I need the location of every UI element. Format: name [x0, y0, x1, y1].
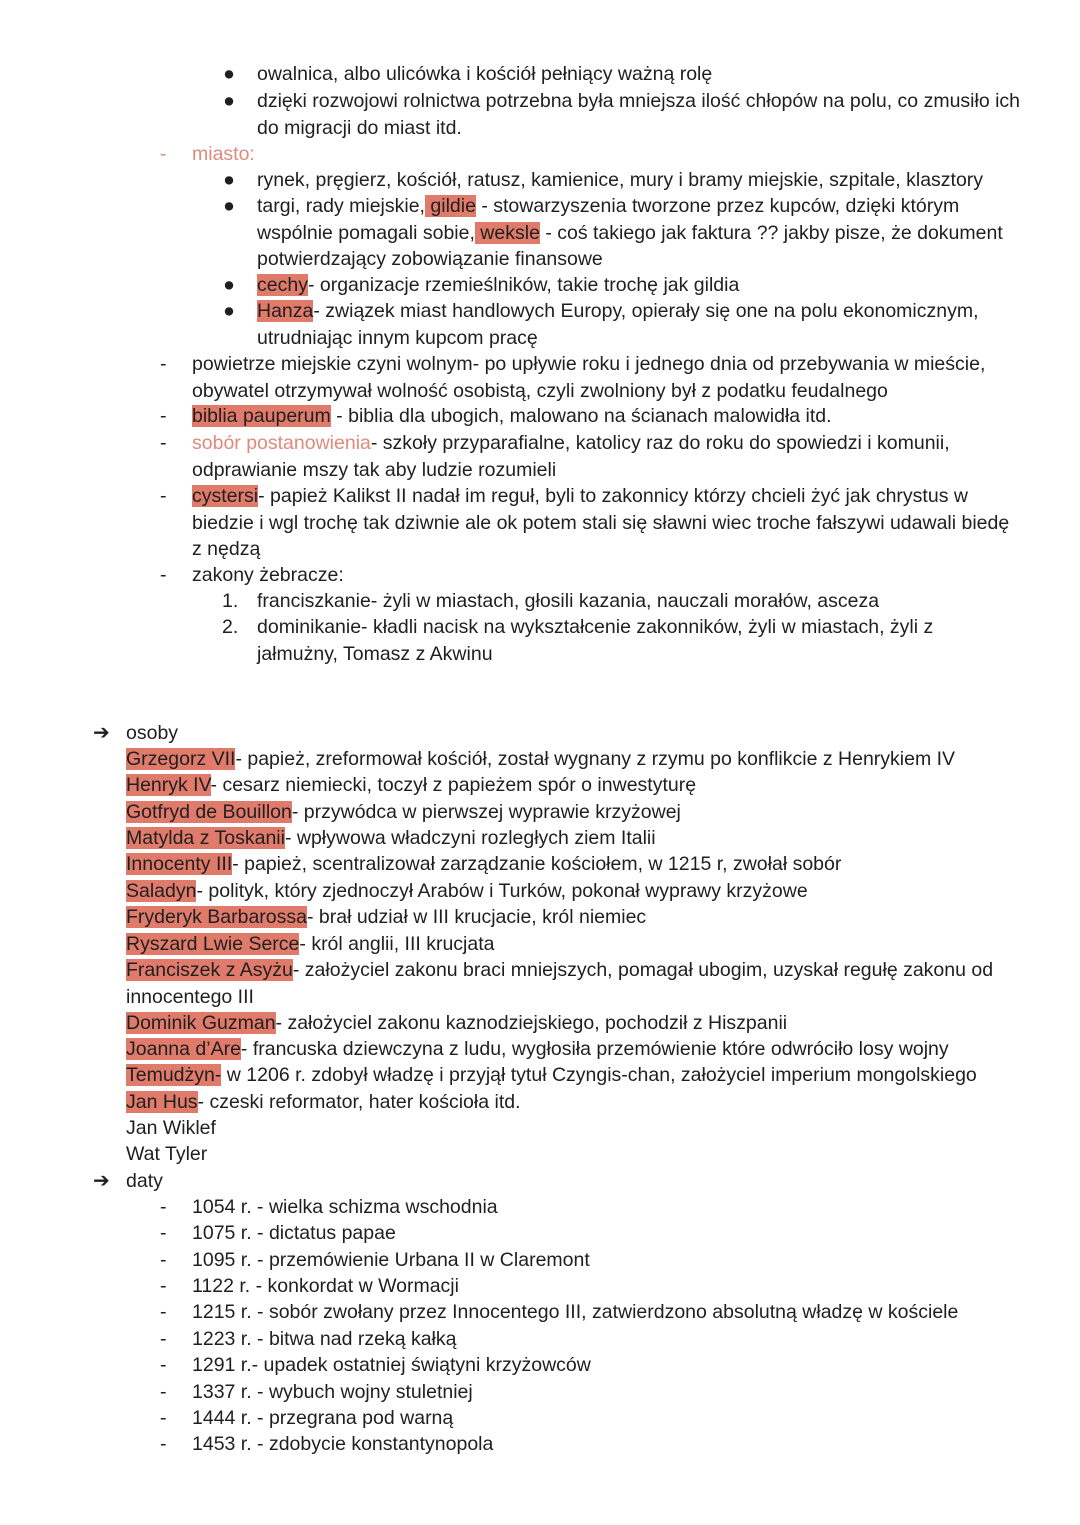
- person-entry: [126, 957, 1026, 1010]
- bullet-dot: ●: [223, 300, 235, 322]
- person-name: Matylda z Toskanii: [126, 827, 285, 849]
- dash-text: [160, 403, 1020, 430]
- person-name: Dominik Guzman: [126, 1012, 276, 1034]
- item-text: dominikanie- kładli nacisk na wykształcenie zakonników, żyli w miastach, żyli z jałmużny, Tomasz z Akwinu: [257, 616, 934, 665]
- dash-marker: -: [160, 564, 167, 586]
- person-name: Temudżyn-: [126, 1064, 222, 1086]
- city-label: miasto:: [192, 143, 255, 165]
- term-highlight: cechy: [257, 274, 308, 296]
- person-desc: - cesarz niemiecki, toczył z papieżem spór o inwestyturę: [210, 774, 697, 796]
- dash-marker: -: [160, 1301, 167, 1323]
- dash-item: [160, 430, 1020, 483]
- date-text: 1122 r. - konkordat w Wormacji: [192, 1275, 459, 1297]
- date-text: 1453 r. - zdobycie konstantynopola: [192, 1433, 494, 1455]
- person-name: Jan Hus: [126, 1091, 198, 1113]
- text-fragment: - coś takiego jak faktura ?? jakby pisze, że dokument potwierdzający zobowiązanie finansowe: [257, 221, 1003, 270]
- person-entry: [126, 851, 1026, 878]
- person-desc: - wpływowa władczyni rozległych ziem Italii: [284, 827, 656, 849]
- bullet-item: [223, 167, 1030, 194]
- person-name: Innocenty III: [126, 853, 233, 875]
- heading-text: osoby: [126, 722, 179, 744]
- bullet-text: owalnica, albo ulicówka i kościół pełniący ważną rolę: [257, 63, 713, 85]
- person-desc: - przywódca w pierwszej wyprawie krzyżowej: [291, 801, 681, 823]
- date-item: [160, 1431, 1020, 1458]
- numbered-item: [222, 614, 1002, 667]
- dash-text: powietrze miejskie czyni wolnym- po upływie roku i jednego dnia od przebywania w mieście, obywatel otrzymywał wolność osobistą, czyli zwolniony był z podatku feudalnego: [192, 353, 986, 402]
- bullet-item: [223, 193, 1030, 273]
- city-heading: [160, 141, 1020, 168]
- text-fragment: - biblia dla ubogich, malowano na ścianach malowidła itd.: [330, 405, 832, 427]
- bullet-dot: ●: [223, 195, 235, 217]
- person-name: Grzegorz VII: [126, 748, 236, 770]
- person-entry: [126, 1062, 1026, 1089]
- term-highlight: gildie: [424, 195, 476, 217]
- text-fragment: - organizacje rzemieślników, takie trochę jak gildia: [307, 274, 740, 296]
- date-text: 1444 r. - przegrana pod warną: [192, 1407, 454, 1429]
- term-highlight: cystersi: [192, 485, 259, 507]
- person-entry: [126, 1115, 1026, 1142]
- bullet-text: rynek, pręgierz, kościół, ratusz, kamienice, mury i bramy miejskie, szpitale, klasztory: [257, 169, 984, 191]
- person-entry: [126, 904, 1026, 931]
- bullet-dot: ●: [223, 274, 235, 296]
- dash-marker: -: [160, 1249, 167, 1271]
- text-fragment: - związek miast handlowych Europy, opierały się one na polu ekonomicznym, utrudniając innym kupcom pracę: [257, 300, 979, 349]
- dash-marker: -: [160, 1433, 167, 1455]
- bullet-dot: ●: [223, 90, 235, 112]
- bullet-item: [223, 61, 1030, 88]
- dash-marker: -: [160, 432, 167, 454]
- text-fragment: - szkoły przyparafialne, katolicy raz do roku do spowiedzi i komunii, odprawianie mszy tak aby ludzie rozumieli: [192, 432, 950, 481]
- dash-item: [160, 403, 1020, 430]
- date-text: 1291 r.- upadek ostatniej świątyni krzyżowców: [192, 1354, 591, 1376]
- dash-marker: -: [160, 1222, 167, 1244]
- dash-marker: -: [160, 143, 167, 165]
- dash-marker: -: [160, 1328, 167, 1350]
- bullet-item: [223, 88, 1030, 141]
- heading-text: daty: [126, 1170, 163, 1192]
- person-desc: - papież, zreformował kościół, został wygnany z rzymu po konflikcie z Henrykiem IV: [235, 748, 956, 770]
- person-name: Joanna d’Are: [126, 1038, 241, 1060]
- dash-marker: -: [160, 1381, 167, 1403]
- bullet-text: dzięki rozwojowi rolnictwa potrzebna była mniejsza ilość chłopów na polu, co zmusiło ich do migracji do miast itd.: [257, 90, 1021, 139]
- dash-marker: -: [160, 1407, 167, 1429]
- person-entry: [126, 799, 1026, 826]
- person-desc: - król anglii, III krucjata: [299, 933, 495, 955]
- dash-marker: -: [160, 485, 167, 507]
- dash-marker: -: [160, 1354, 167, 1376]
- date-item: [160, 1379, 1020, 1406]
- date-item: [160, 1220, 1020, 1247]
- person-entry: [126, 1141, 1026, 1168]
- person-desc: - papież, scentralizował zarządzanie kościołem, w 1215 r, zwołał sobór: [232, 853, 842, 875]
- date-item: [160, 1247, 1020, 1274]
- bullet-item: [223, 298, 1030, 351]
- bullet-text: [230, 193, 1030, 273]
- term-accent: sobór postanowienia: [192, 432, 371, 454]
- person-entry: [126, 1089, 1026, 1116]
- dash-marker: -: [160, 1275, 167, 1297]
- date-text: 1054 r. - wielka schizma wschodnia: [192, 1196, 498, 1218]
- term-highlight: weksle: [474, 221, 540, 244]
- person-desc: - założyciel zakonu braci mniejszych, pomagał ubogim, uzyskał regułę zakonu od innocentego III: [126, 959, 994, 1008]
- date-text: 1095 r. - przemówienie Urbana II w Claremont: [192, 1249, 590, 1271]
- arrow-icon: ➔: [93, 722, 110, 744]
- person-name: Franciszek z Asyżu: [126, 959, 293, 981]
- bullet-dot: ●: [223, 169, 235, 191]
- date-item: [160, 1352, 1020, 1379]
- item-number: 2.: [222, 616, 239, 638]
- dash-item: [160, 351, 1020, 404]
- person-desc: - francuska dziewczyna z ludu, wygłosiła przemówienie które odwróciło losy wojny: [240, 1038, 949, 1060]
- date-text: 1075 r. - dictatus papae: [192, 1222, 396, 1244]
- person-entry: [126, 1036, 1026, 1063]
- date-text: 1337 r. - wybuch wojny stuletniej: [192, 1381, 473, 1403]
- dash-marker: -: [160, 405, 167, 427]
- dash-text: [160, 430, 1020, 483]
- date-item: [160, 1273, 1020, 1300]
- person-name: Henryk IV: [126, 774, 211, 796]
- bullet-dot: ●: [223, 63, 235, 85]
- person-name: Ryszard Lwie Serce: [126, 933, 300, 955]
- person-name: Gotfryd de Bouillon: [126, 801, 292, 823]
- person-name: Saladyn: [126, 880, 197, 902]
- dash-text: zakony żebracze:: [192, 564, 344, 586]
- person-desc: - brał udział w III krucjacie, król niemiec: [306, 906, 647, 928]
- date-text: 1215 r. - sobór zwołany przez Innocentego III, zatwierdzono absolutną władzę w kościele: [192, 1301, 959, 1323]
- bullet-text: [230, 298, 1030, 351]
- person-entry: [126, 746, 1026, 773]
- text-fragment: targi, rady miejskie,: [257, 195, 425, 217]
- person-name: Jan Wiklef: [126, 1117, 216, 1139]
- term-highlight: Hanza: [257, 300, 314, 322]
- dash-marker: -: [160, 1196, 167, 1218]
- arrow-icon: ➔: [93, 1170, 110, 1192]
- people-heading: [93, 720, 178, 747]
- person-entry: [126, 772, 1026, 799]
- date-item: [160, 1194, 1020, 1221]
- dash-marker: -: [160, 353, 167, 375]
- person-desc: w 1206 r. zdobył władzę i przyjął tytuł Czyngis-chan, założyciel imperium mongolskiego: [221, 1064, 977, 1086]
- bullet-text: [230, 272, 1030, 299]
- date-item: [160, 1326, 1020, 1353]
- person-entry: [126, 1010, 1026, 1037]
- dash-item: [160, 562, 1020, 589]
- dash-item: [160, 483, 1020, 563]
- person-desc: - czeski reformator, hater kościoła itd.: [197, 1091, 521, 1113]
- dates-heading: [93, 1168, 163, 1195]
- person-name: Fryderyk Barbarossa: [126, 906, 307, 928]
- person-desc: - założyciel zakonu kaznodziejskiego, pochodził z Hiszpanii: [275, 1012, 788, 1034]
- date-item: [160, 1299, 1020, 1326]
- numbered-item: [222, 588, 1002, 615]
- bullet-item: [223, 272, 1030, 299]
- date-text: 1223 r. - bitwa nad rzeką kałką: [192, 1328, 457, 1350]
- person-entry: [126, 825, 1026, 852]
- term-highlight: biblia pauperum: [192, 405, 331, 427]
- text-fragment: - papież Kalikst II nadał im reguł, byli to zakonnicy którzy chcieli żyć jak chrystus w biedzie i wgl trochę tak dziwnie ale ok potem stali się sławni wiec troche fałszywi udawali biedę z nędzą: [192, 485, 1010, 560]
- person-desc: - polityk, który zjednoczył Arabów i Turków, pokonał wyprawy krzyżowe: [196, 880, 808, 902]
- dash-text: [160, 483, 1020, 563]
- text-fragment: - stowarzyszenia tworzone przez kupców, dzięki którym wspólnie pomagali sobie,: [257, 195, 960, 244]
- person-entry: [126, 931, 1026, 958]
- item-number: 1.: [222, 590, 239, 612]
- person-entry: [126, 878, 1026, 905]
- date-item: [160, 1405, 1020, 1432]
- item-text: franciszkanie- żyli w miastach, głosili kazania, nauczali morałów, asceza: [257, 590, 880, 612]
- person-name: Wat Tyler: [126, 1143, 208, 1165]
